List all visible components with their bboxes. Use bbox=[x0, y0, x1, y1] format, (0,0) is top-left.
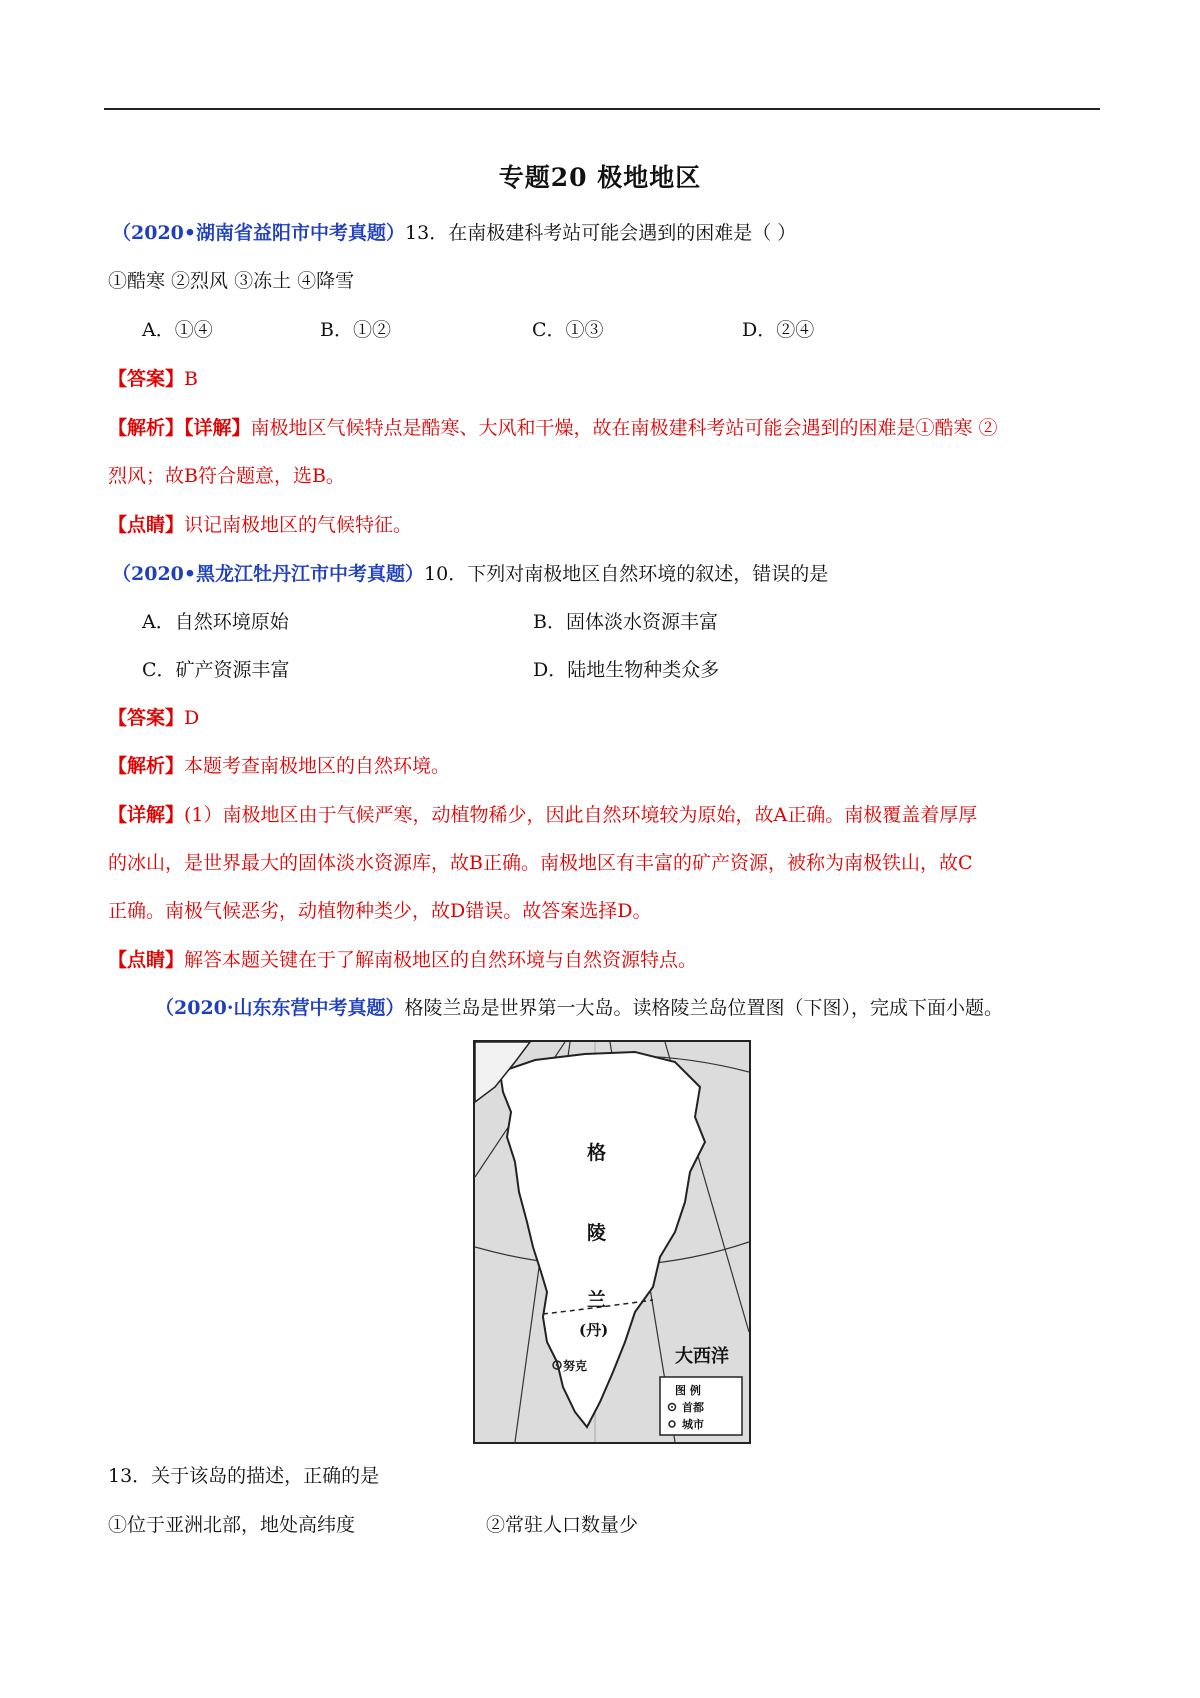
tip-text: 解答本题关键在于了解南极地区的自然环境与自然资源特点。 bbox=[184, 949, 698, 971]
question-3-stem bbox=[155, 994, 1003, 1022]
greenland-map-svg bbox=[475, 1042, 749, 1442]
tip-text: 识记南极地区的气候特征。 bbox=[184, 514, 413, 536]
answer-value: D bbox=[184, 707, 200, 729]
map-label-nuuk: 努克 bbox=[563, 1359, 588, 1373]
question-1-option-d: D．②④ bbox=[742, 319, 815, 341]
question-2-option-a: A．自然环境原始 bbox=[142, 611, 289, 633]
question-2-detail-cont-1: 的冰山，是世界最大的固体淡水资源库，故B正确。南极地区有丰富的矿产资源，被称为南极铁山，故C bbox=[108, 852, 973, 874]
answer-value: B bbox=[184, 368, 198, 390]
page-title: 专题20 极地地区 bbox=[498, 163, 702, 192]
question-2-analysis bbox=[108, 752, 450, 780]
header-rule bbox=[104, 108, 1100, 110]
question-2-source: （2020•黑龙江牡丹江市中考真题） bbox=[112, 563, 425, 585]
legend-city: 城市 bbox=[682, 1418, 704, 1431]
greenland-map bbox=[473, 1040, 751, 1444]
question-2-detail-cont-2: 正确。南极气候恶劣，动植物种类少，故D错误。故答案选择D。 bbox=[108, 900, 652, 922]
question-2-detail bbox=[108, 801, 977, 829]
question-3-item-2: ②常驻人口数量少 bbox=[486, 1514, 639, 1536]
question-1-option-a: A．①④ bbox=[142, 319, 213, 341]
question-2-answer bbox=[108, 704, 199, 732]
question-1-items: ①酷寒 ②烈风 ③冻土 ④降雪 bbox=[108, 270, 355, 292]
question-1-text: 13．在南极建科考站可能会遇到的困难是（ ） bbox=[405, 222, 797, 244]
question-1-option-b: B．①② bbox=[320, 319, 391, 341]
question-2-option-b: B．固体淡水资源丰富 bbox=[533, 611, 718, 633]
map-label-dan: (丹) bbox=[579, 1321, 609, 1339]
question-1-analysis bbox=[108, 414, 998, 442]
question-1-stem bbox=[112, 219, 796, 247]
tip-tag: 【点睛】 bbox=[108, 514, 185, 536]
legend-capital: 首都 bbox=[682, 1401, 704, 1414]
tip-tag: 【点睛】 bbox=[108, 949, 185, 971]
question-2-text: 10．下列对南极地区自然环境的叙述，错误的是 bbox=[424, 563, 829, 585]
question-1-tip bbox=[108, 511, 412, 539]
question-1-analysis-cont: 烈风；故B符合题意，选B。 bbox=[108, 465, 345, 487]
question-2-stem bbox=[112, 560, 828, 588]
question-3-sub-stem: 13．关于该岛的描述，正确的是 bbox=[108, 1465, 380, 1487]
analysis-text: 本题考查南极地区的自然环境。 bbox=[184, 755, 451, 777]
question-3-item-1: ①位于亚洲北部，地处高纬度 bbox=[108, 1514, 356, 1536]
map-label-ling: 陵 bbox=[587, 1222, 607, 1244]
question-1-source: （2020•湖南省益阳市中考真题） bbox=[112, 222, 406, 244]
analysis-tag: 【解析】 bbox=[108, 755, 185, 777]
detail-tag: 【详解】 bbox=[108, 804, 185, 826]
analysis-text: 南极地区气候特点是酷寒、大风和干燥，故在南极建科考站可能会遇到的困难是①酷寒 ② bbox=[250, 417, 998, 439]
legend-title: 图 例 bbox=[675, 1384, 701, 1397]
map-label-lan: 兰 bbox=[587, 1289, 607, 1311]
answer-tag: 【答案】 bbox=[108, 368, 185, 390]
map-label-ge: 格 bbox=[587, 1142, 607, 1164]
analysis-tag: 【解析】【详解】 bbox=[108, 417, 251, 439]
answer-tag: 【答案】 bbox=[108, 707, 185, 729]
question-1-answer bbox=[108, 365, 198, 393]
question-1-option-c: C．①③ bbox=[532, 319, 604, 341]
map-label-atlantic: 大西洋 bbox=[675, 1346, 729, 1367]
question-2-tip bbox=[108, 946, 697, 974]
question-3-source: （2020·山东东营中考真题） bbox=[155, 997, 405, 1019]
detail-text: (1）南极地区由于气候严寒，动植物稀少，因此自然环境较为原始，故A正确。南极覆盖着厚厚 bbox=[184, 804, 978, 826]
question-3-text: 格陵兰岛是世界第一大岛。读格陵兰岛位置图（下图），完成下面小题。 bbox=[404, 997, 1004, 1019]
question-2-option-c: C．矿产资源丰富 bbox=[142, 659, 290, 681]
question-2-option-d: D．陆地生物种类众多 bbox=[533, 659, 720, 681]
